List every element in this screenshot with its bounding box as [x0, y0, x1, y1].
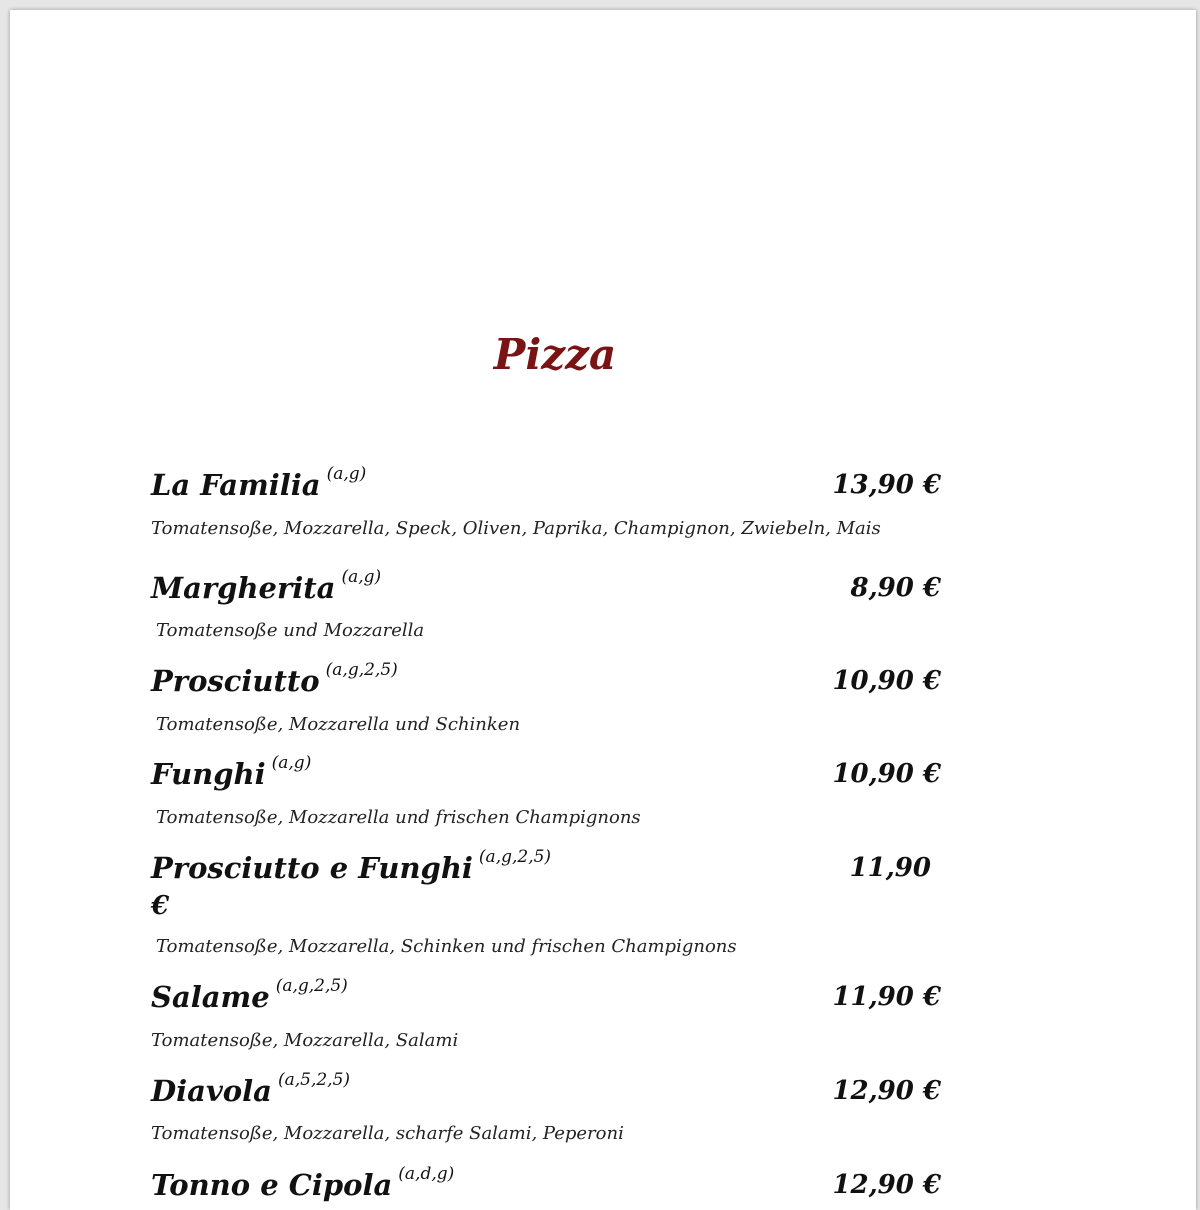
item-description: Tomatensoße, Mozzarella, scharfe Salami, Peperoni: [151, 1123, 624, 1144]
item-name: [151, 660, 398, 698]
item-name-text: Salame: [151, 980, 270, 1014]
item-name: [151, 567, 382, 605]
item-name: [151, 1070, 351, 1108]
item-description: Tomatensoße, Mozzarella, Salami: [151, 1030, 459, 1051]
item-price: 12,90 €: [832, 1170, 941, 1200]
item-name: [151, 847, 552, 885]
item-price-currency: €: [151, 891, 170, 921]
item-name: [151, 753, 312, 791]
item-description: Tomatensoße, Mozzarella und frischen Champignons: [156, 807, 641, 828]
item-name-text: Prosciutto e Funghi: [151, 851, 473, 885]
item-price: 8,90 €: [850, 573, 941, 603]
item-name-text: Funghi: [151, 757, 266, 791]
item-name-text: Tonno e Cipola: [151, 1168, 393, 1202]
item-name: [151, 976, 348, 1014]
item-price: 12,90 €: [832, 1076, 941, 1106]
item-name: [151, 464, 367, 502]
item-price: 11,90: [849, 853, 931, 883]
item-allergens: (a,g,2,5): [478, 847, 552, 867]
item-allergens: (a,5,2,5): [277, 1070, 351, 1090]
menu-page: [10, 10, 1196, 1210]
item-description: Tomatensoße, Mozzarella und Schinken: [156, 714, 521, 735]
item-price: 13,90 €: [832, 470, 941, 500]
page-title: Pizza: [493, 330, 617, 379]
item-price: 11,90 €: [832, 982, 941, 1012]
item-description: Tomatensoße, Mozzarella, Schinken und frischen Champignons: [156, 936, 737, 957]
item-price: 10,90 €: [832, 666, 941, 696]
item-description: Tomatensoße und Mozzarella: [156, 620, 425, 641]
item-name-text: Margherita: [151, 571, 336, 605]
item-price: 10,90 €: [832, 759, 941, 789]
item-name: [151, 1164, 455, 1202]
item-allergens: (a,g,2,5): [275, 976, 348, 996]
item-allergens: (a,g): [271, 753, 312, 773]
item-name-text: Diavola: [151, 1074, 272, 1108]
item-allergens: (a,g): [326, 464, 367, 484]
item-description: Tomatensoße, Mozzarella, Speck, Oliven, Paprika, Champignon, Zwiebeln, Mais: [151, 518, 881, 539]
item-allergens: (a,d,g): [398, 1164, 455, 1184]
item-name-text: La Familia: [151, 468, 321, 502]
item-name-text: Prosciutto: [151, 664, 320, 698]
item-allergens: (a,g): [341, 567, 382, 587]
item-allergens: (a,g,2,5): [325, 660, 398, 680]
